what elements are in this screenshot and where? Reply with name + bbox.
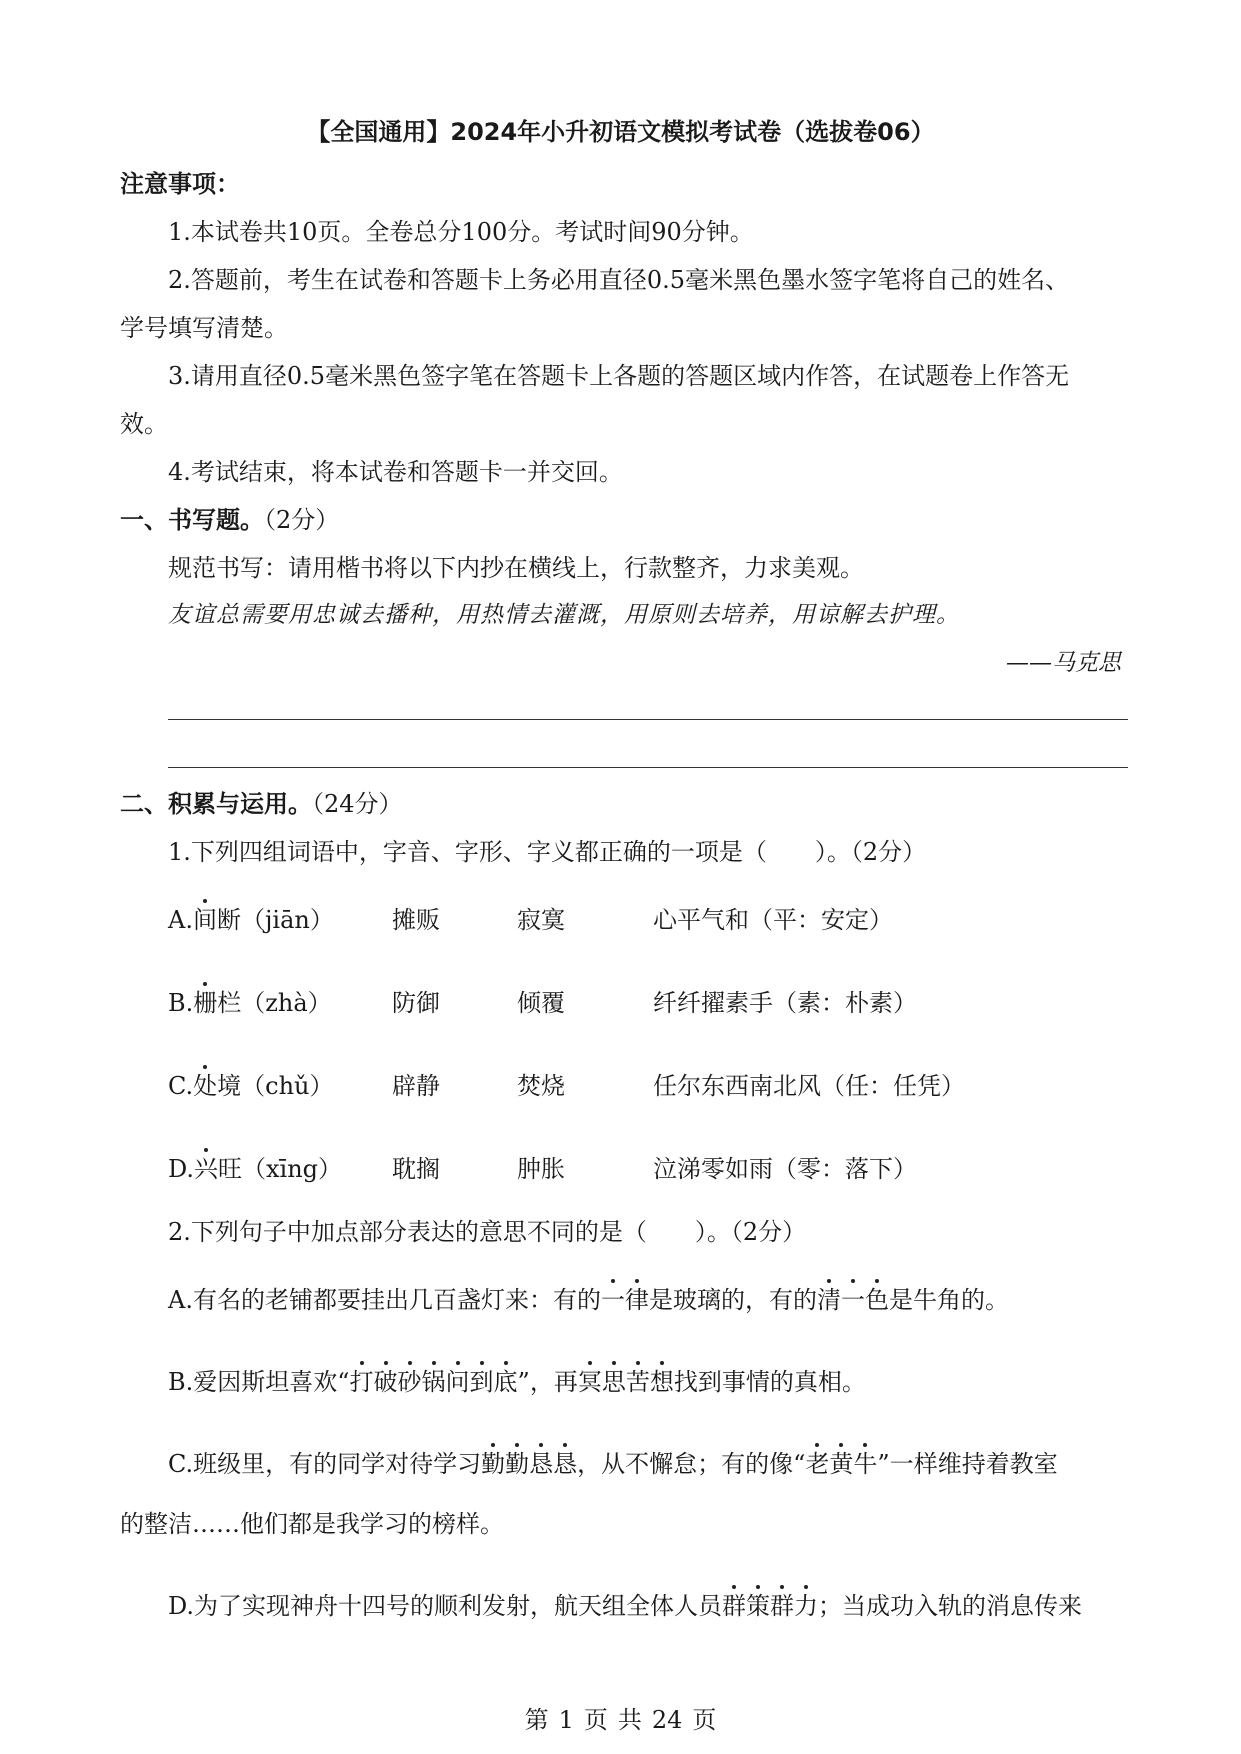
q2-option-c-cont: 的整洁……他们都是我学习的榜样。 — [120, 1510, 504, 1538]
q2-b-dotted-2: 冥思苦想 — [577, 1368, 674, 1396]
notice-item-3: 3.请用直径0.5毫米黑色签字笔在答题卡上各题的答题区域内作答，在试题卷上作答无 — [168, 362, 1070, 390]
q1-option-d-word-3: 肿胀 — [517, 1155, 565, 1183]
writing-line-2[interactable] — [168, 767, 1128, 768]
q1-option-b-word-2: 防御 — [392, 989, 440, 1017]
q1-option-b-word-3: 倾覆 — [517, 989, 565, 1017]
writing-line-1[interactable] — [168, 719, 1128, 720]
page-number: 1 — [558, 1706, 574, 1734]
q2-option-d: D.为了实现神舟十四号的顺利发射，航天组全体人员群策群力；当成功入轨的消息传来 — [168, 1592, 1083, 1620]
section-1-quote: 友谊总需要用忠诚去播种，用热情去灌溉，用原则去培养，用谅解去护理。 — [168, 602, 960, 628]
q1-option-d-word-2: 耽搁 — [392, 1155, 440, 1183]
question-1-stem: 1.下列四组词语中，字音、字形、字义都正确的一项是（ ）。（2分） — [168, 838, 927, 866]
q1-option-d-word-4: 泣涕零如雨（零：落下） — [653, 1155, 917, 1183]
page-footer: 第 1 页 共 24 页 — [524, 1706, 717, 1734]
notice-item-1: 1.本试卷共10页。全卷总分100分。考试时间90分钟。 — [168, 218, 754, 246]
q2-c-dotted-1: 勤勤恳恳 — [481, 1450, 578, 1478]
page-total: 24 — [651, 1706, 683, 1734]
q1-option-c-word-3: 焚烧 — [517, 1072, 565, 1100]
q1-option-a-word-4: 心平气和（平：安定） — [653, 906, 893, 934]
q2-option-c: C.班级里，有的同学对待学习勤勤恳恳，从不懈怠；有的像“老黄牛”一样维持着教室 — [168, 1450, 1058, 1478]
notice-item-2: 2.答题前，考生在试卷和答题卡上务必用直径0.5毫米黑色墨水签字笔将自己的姓名、 — [168, 266, 1070, 294]
notice-heading: 注意事项： — [120, 170, 240, 198]
q2-d-dotted-1: 群策群力 — [722, 1592, 819, 1620]
q1-option-b: B.栅栏（zhà） — [168, 989, 332, 1017]
section-1-instruction: 规范书写：请用楷书将以下内抄在横线上，行款整齐，力求美观。 — [168, 554, 864, 582]
notice-item-4: 4.考试结束，将本试卷和答题卡一并交回。 — [168, 458, 623, 486]
section-1-points: （2分） — [264, 506, 340, 534]
q1-option-a: A.间断（jiān） — [168, 906, 334, 934]
page-title: 【全国通用】2024年小升初语文模拟考试卷（选拔卷06） — [306, 118, 935, 146]
section-2-points: （24分） — [312, 790, 403, 818]
q1-option-b-word-4: 纤纤擢素手（素：朴素） — [653, 989, 917, 1017]
section-1-heading — [120, 508, 339, 532]
q2-option-b: B.爱因斯坦喜欢“打破砂锅问到底”，再冥思苦想找到事情的真相。 — [168, 1368, 866, 1396]
q2-option-a: A.有名的老铺都要挂出几百盏灯来：有的一律是玻璃的，有的清一色是牛角的。 — [168, 1286, 1009, 1314]
q1-option-a-word-3: 寂寞 — [517, 906, 565, 934]
section-2-heading — [120, 792, 403, 816]
question-2-stem: 2.下列句子中加点部分表达的意思不同的是（ ）。（2分） — [168, 1218, 807, 1246]
section-1-author: ——马克思 — [1006, 650, 1121, 676]
q1-option-c-word-4: 任尔东西南北风（任：任凭） — [653, 1072, 965, 1100]
q2-a-dotted-2: 清一色 — [816, 1286, 889, 1314]
q2-c-dotted-2: 老黄牛 — [805, 1450, 878, 1478]
section-1-title: 一、书写题。 — [120, 506, 264, 534]
notice-item-2-cont: 学号填写清楚。 — [120, 314, 288, 342]
q1-option-c: C.处境（chǔ） — [168, 1072, 334, 1100]
notice-item-3-cont: 效。 — [120, 410, 168, 438]
q1-option-d: D.兴旺（xīng） — [168, 1155, 343, 1183]
q1-option-a-word-2: 摊贩 — [392, 906, 440, 934]
q2-b-dotted-1: 打破砂锅问到底 — [349, 1368, 518, 1396]
q1-option-c-word-2: 辟静 — [392, 1072, 440, 1100]
q2-a-dotted-1: 一律 — [600, 1286, 649, 1314]
section-2-title: 二、积累与运用。 — [120, 790, 312, 818]
